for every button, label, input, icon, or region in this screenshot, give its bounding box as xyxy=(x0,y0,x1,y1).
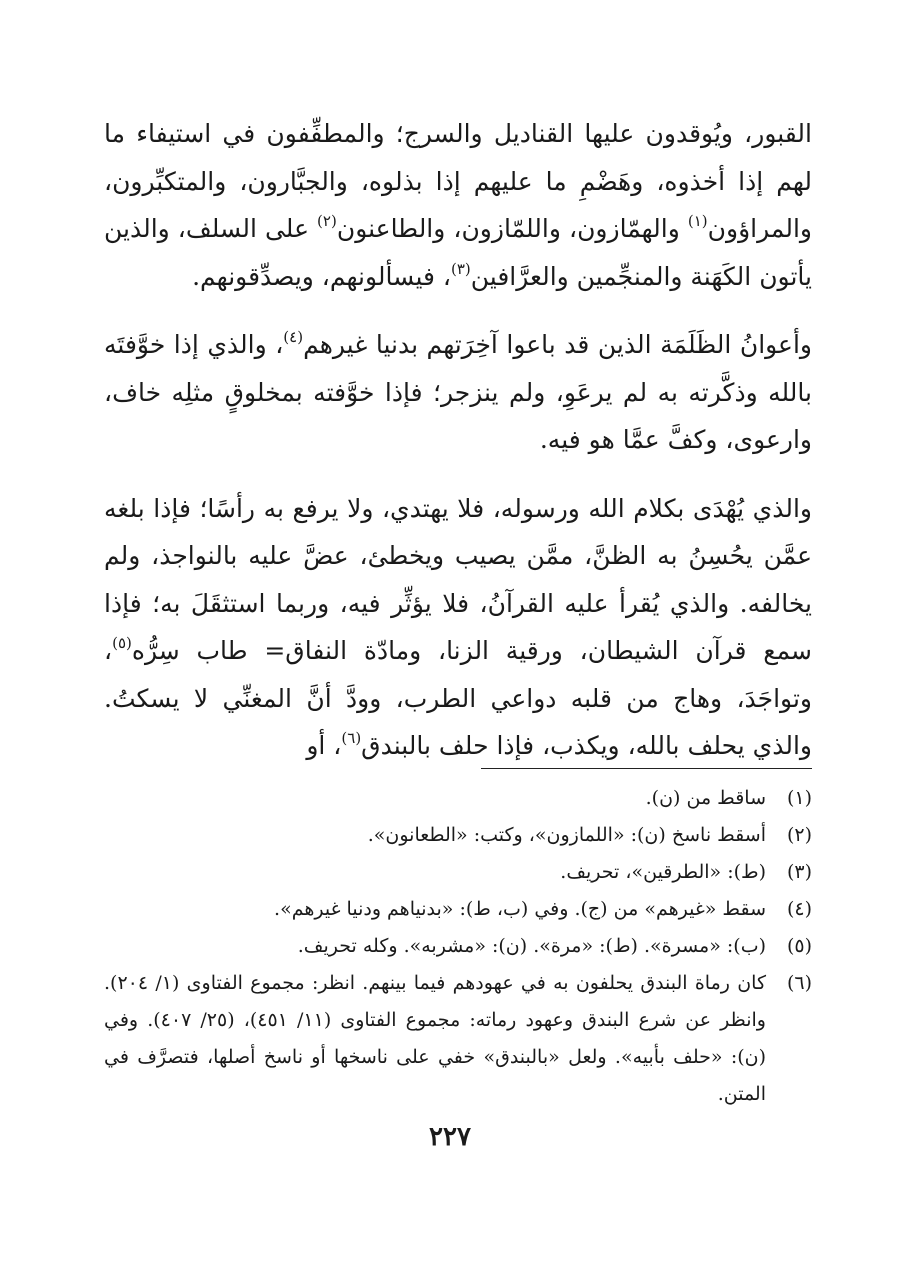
footnote-4 xyxy=(104,891,812,928)
footnote-ref-5[interactable]: (٥) xyxy=(112,634,132,652)
page-number: ٢٢٧ xyxy=(429,1122,471,1152)
footnote-separator xyxy=(481,768,812,769)
footnote-3 xyxy=(104,854,812,891)
paragraph-2 xyxy=(104,321,812,464)
footnote-ref-3[interactable]: (٣) xyxy=(450,259,471,278)
footnote-number: (١) xyxy=(786,787,812,809)
footnote-6 xyxy=(104,965,812,1113)
paragraph-3 xyxy=(104,485,812,770)
footnote-ref-2[interactable]: (٢) xyxy=(317,212,337,230)
footnote-text: سقط «غيرهم» من (ج). وفي (ب، ط): «بدنياهم ودنيا غيرهم». xyxy=(274,898,766,920)
footnote-number: (٦) xyxy=(786,972,812,994)
paragraph-1 xyxy=(104,110,812,300)
footnotes-list xyxy=(104,780,812,1113)
footnote-text: (ط): «الطرقين»، تحريف. xyxy=(560,861,766,883)
footnote-text: (ب): «مسرة». (ط): «مرة». (ن): «مشربه». وكله تحريف. xyxy=(297,935,766,957)
footnote-5 xyxy=(104,928,812,965)
text-run: ، فيسألونهم، ويصدِّقونهم. xyxy=(192,261,451,291)
footnote-ref-6[interactable]: (٦) xyxy=(341,729,362,747)
text-run: ، وتواجَدَ، وهاج من قلبه دواعي الطرب، وودَّ أنَّ المغنِّي لا يسكتُ. والذي يحلف بالله، ويكذب، فإذا حلف بالبندق xyxy=(104,636,812,760)
text-run: والذي يُهْدَى بكلام الله ورسوله، فلا يهتدي، ولا يرفع به رأسًا؛ فإذا بلغه عمَّن يحُسِنُ به الظنَّ، ممَّن يصيب ويخطئ، عضَّ عليه بالنواجذ، ولم يخالفه. والذي يُقرأ عليه القرآنُ، فلا يؤثِّر فيه، وربما استثقَلَ به؛ فإذا سمع قرآن الشيطان، ورقية الزنا، ومادّة النفاق= طاب سِرُّه xyxy=(104,493,812,665)
text-run: وأعوانُ الظَلَمَة الذين قد باعوا آخِرَتهم بدنيا غيرهم xyxy=(303,330,812,359)
text-run: والهمّازون، واللمّازون، والطاعنون xyxy=(336,214,688,243)
footnote-1 xyxy=(104,780,812,817)
text-run: ، أو xyxy=(306,731,342,760)
footnote-ref-1[interactable]: (١) xyxy=(687,212,708,230)
footnote-text: ساقط من (ن). xyxy=(645,787,766,809)
footnote-2 xyxy=(104,817,812,854)
footnote-number: (٣) xyxy=(786,861,812,883)
footnote-number: (٤) xyxy=(786,898,812,920)
text-run: ، والذي إذا خوَّفتَه بالله وذكَّرته به لم يرعَوِ، ولم ينزجر؛ فإذا خوَّفته بمخلوقٍ مثلِه خاف، وارعوى، وكفَّ عمَّا هو فيه. xyxy=(104,330,812,454)
footnote-number: (٥) xyxy=(786,935,812,957)
footnote-number: (٢) xyxy=(786,824,812,846)
footnote-text: أسقط ناسخ (ن): «اللمازون»، وكتب: «الطعانون». xyxy=(367,824,766,846)
main-text xyxy=(104,110,812,770)
footnote-ref-4[interactable]: (٤) xyxy=(283,328,304,346)
text-run: القبور، ويُوقدون عليها القناديل والسرج؛ والمطفِّفون في استيفاء ما لهم إذا أخذوه، وهَضْمِ ما عليهم إذا بذلوه، والجبَّارون، والمتكبِّرون، والمراؤون xyxy=(104,119,812,243)
footnote-text: كان رماة البندق يحلفون به في عهودهم فيما بينهم. انظر: مجموع الفتاوى (١/ ٢٠٤). وانظر عن شرع البندق وعهود رماته: مجموع الفتاوى (١١/ ٤٥١)، (٢٥/ ٤٠٧). وفي (ن): «حلف بأبيه». ولعل «بالبندق» خفي على ناسخها أو ناسخ أصلها، فتصرَّف في المتن. xyxy=(104,972,766,1105)
text-run: على السلف، والذين يأتون الكَهَنة والمنجِّمين والعرَّافين xyxy=(104,214,812,291)
